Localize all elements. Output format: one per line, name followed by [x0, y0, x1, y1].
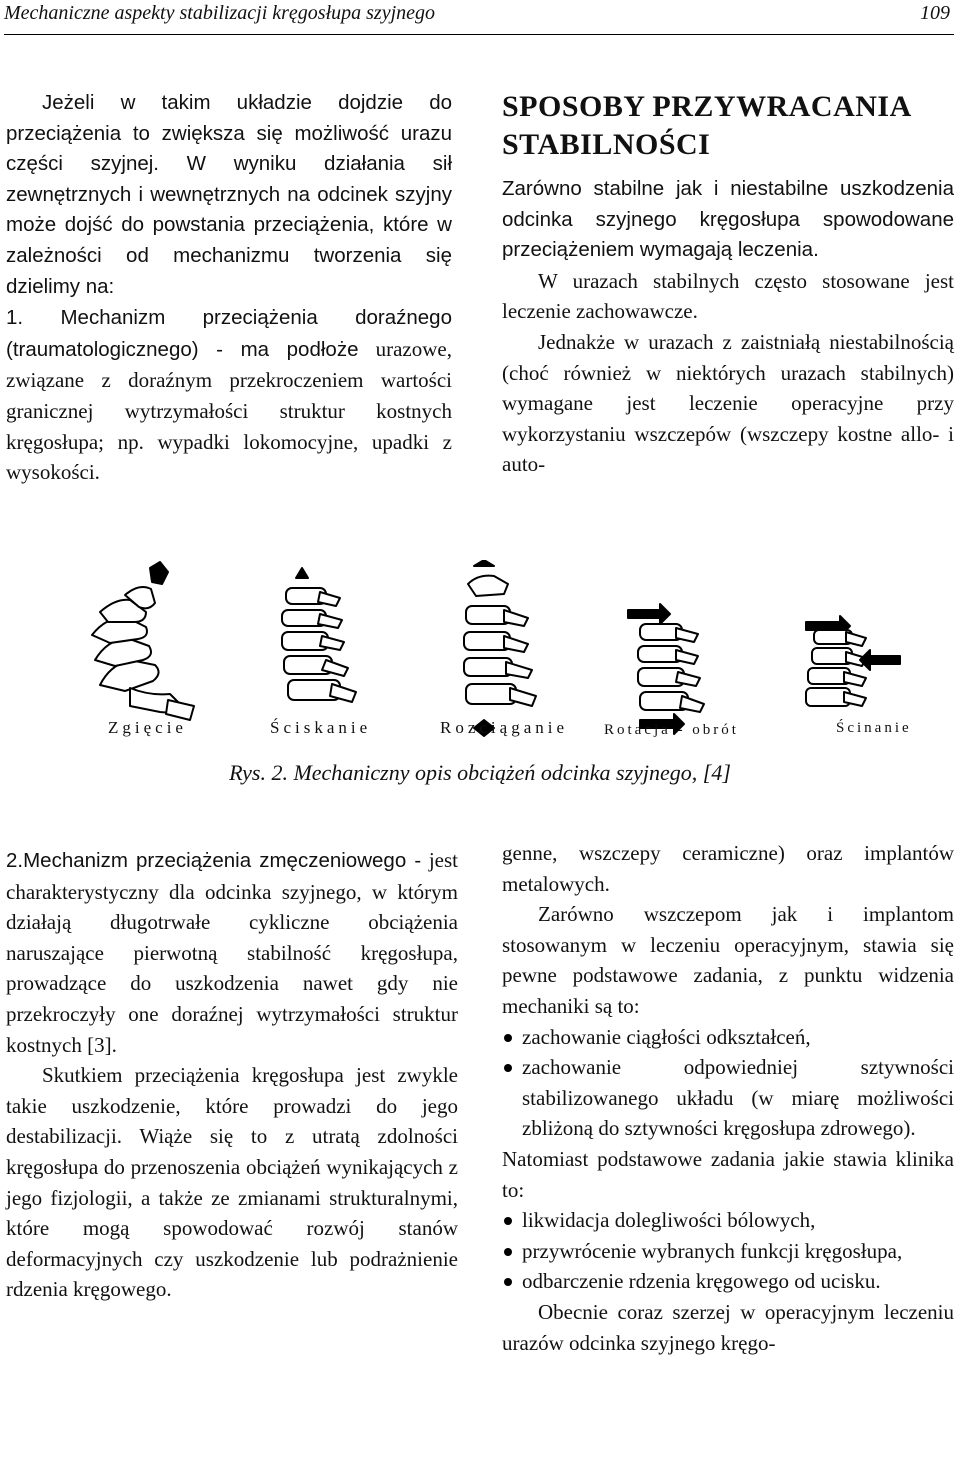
mechanism-1-text: urazowe, związane z doraźnym przekroczeniem wartości granicznej wytrzymałości struktur kostnych kręgosłupa; np. wypadki lokomocyjne, upadki z wysokości.	[6, 336, 452, 485]
label-distraction: Rozciąganie	[440, 718, 569, 737]
label-shear: Ścinanie	[836, 720, 912, 736]
flexion-spine-drawing	[92, 562, 194, 720]
paragraph-current-practice: Obecnie coraz szerzej w operacyjnym leczeniu urazów odcinka szyjnego kręgo-	[502, 1299, 954, 1355]
paragraph-overload-effects: Skutkiem przeciążenia kręgosłupa jest zwykle takie uszkodzenie, które prowadzi do jego destabilizacji. Wiąże się to z utratą zdolności kręgosłupa do przenoszenia obciążeń wynikających z jego fizjologii, a także ze zmianami strukturalnymi, które mogą spowodować rozwój stanów deformacyjnych czy uszkodzenie lub podrażnienie rdzenia kręgowego.	[6, 1063, 458, 1302]
right-column-bottom	[502, 838, 954, 1358]
paragraph-clinical-tasks: Natomiast podstawowe zadania jakie stawia klinika to:	[502, 1146, 954, 1202]
list-item: zachowanie odpowiedniej sztywności stabilizowanego układu (w miarę możliwości zbliżoną do sztywności kręgosłupa zdrowego).	[502, 1052, 954, 1144]
mechanism-2-text: jest charakterystyczny dla odcinka szyjnego, w którym działają długotrwałe cykliczne obciążenia naruszające pierwotną stabilność kręgosłupa, prowadzące do uszkodzenia nawet gdy nie przekroczyły one doraźnej wytrzymałości struktur kostnych [3].	[6, 848, 458, 1057]
mechanism-1-lead: 1. Mechanizm przeciążenia doraźnego (traumatologicznego) - ma podłoże	[6, 306, 452, 361]
right-column-top	[502, 88, 954, 480]
mechanism-2-lead: 2.Mechanizm przeciążenia zmęczeniowego -	[6, 849, 422, 872]
paragraph-mechanism-1	[6, 302, 452, 488]
paragraph-implants-continued: genne, wszczepy ceramiczne) oraz implantów metalowych.	[502, 841, 954, 896]
paragraph-implant-tasks: Zarówno wszczepom jak i implantom stosowanym w leczeniu operacyjnym, stawia się pewne podstawowe zadania, z punktu widzenia mechaniki są to:	[502, 902, 954, 1018]
list-item: zachowanie ciągłości odkształceń,	[502, 1022, 954, 1053]
list-item: odbarczenie rdzenia kręgowego od ucisku.	[502, 1266, 954, 1297]
left-column-top	[6, 88, 452, 488]
shear-spine-drawing	[806, 616, 900, 706]
list-item: likwidacja dolegliwości bólowych,	[502, 1205, 954, 1236]
running-header	[4, 0, 954, 35]
running-title: Mechaniczne aspekty stabilizacji kręgosłupa szyjnego	[4, 2, 436, 24]
paragraph-stability: Zarówno stabilne jak i niestabilne uszkodzenia odcinka szyjnego kręgosłupa spowodowane przeciążeniem wymagają leczenia.	[502, 177, 954, 262]
distraction-spine-drawing	[464, 560, 536, 736]
paragraph-stable-injuries: W urazach stabilnych często stosowane jest leczenie zachowawcze.	[502, 268, 954, 324]
page-number: 109	[920, 2, 950, 24]
left-column-bottom	[6, 845, 458, 1305]
clinical-tasks-list	[502, 1205, 954, 1297]
compression-spine-drawing	[282, 568, 356, 702]
paragraph-unstable-injuries: Jednakże w urazach z zaistniałą niestabilnością (choć również w niektórych urazach stabilnych) wymagane jest leczenie operacyjne przy wykorzystaniu wszczepów (wszczepy kostne allo- i auto-	[502, 329, 954, 477]
list-item: przywrócenie wybranych funkcji kręgosłupa,	[502, 1236, 954, 1267]
label-flexion: Zgięcie	[108, 718, 187, 737]
mechanical-tasks-list	[502, 1022, 954, 1144]
paragraph-mechanism-2	[6, 845, 458, 1060]
section-heading: SPOSOBY PRZYWRACANIA STABILNOŚCI	[502, 90, 911, 161]
figure-caption: Rys. 2. Mechaniczny opis obciążeń odcinka szyjnego, [4]	[229, 760, 731, 785]
label-rotation: Rotacja - obrót	[604, 722, 739, 738]
paragraph-intro: Jeżeli w takim układzie dojdzie do przeciążenia to zwiększa się możliwość urazu części szyjnej. W wyniku działania sił zewnętrznych i wewnętrznych na odcinek szyjny może dojść do powstania przeciążenia, które w zależności od mechanizmu tworzenia się dzielimy na:	[6, 91, 452, 298]
label-compression: Ściskanie	[270, 718, 372, 737]
rotation-spine-drawing	[628, 604, 704, 734]
